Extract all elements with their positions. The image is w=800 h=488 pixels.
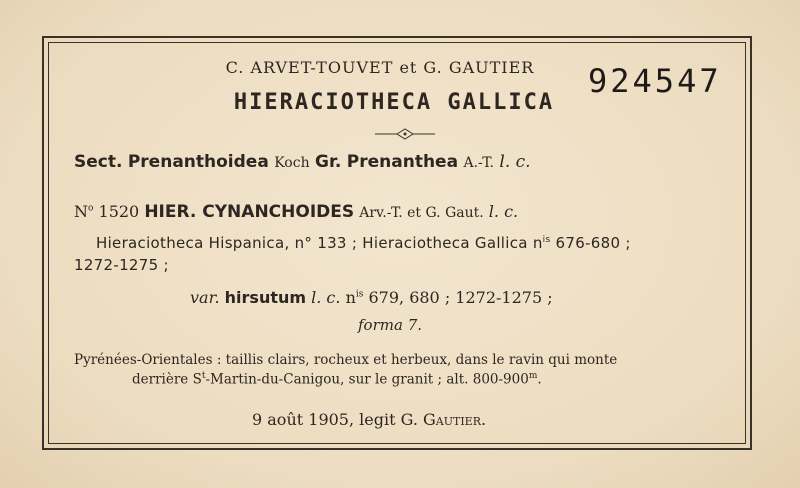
locality-line-2: [132, 372, 542, 387]
ornament-divider: [375, 128, 435, 140]
variety-n-sup: is: [355, 289, 364, 300]
section-prefix: Sect.: [74, 152, 123, 172]
variety-line: [190, 290, 553, 306]
variety-loc-cit: l. c.: [311, 288, 341, 307]
variety-refs: 679, 680 ; 1272-1275 ;: [363, 288, 553, 307]
species-number-prefix: N: [74, 202, 88, 221]
species-number-sup: o: [88, 203, 94, 214]
collection-title: HIERACIOTHECA GALLICA: [233, 90, 555, 115]
references-line-1: [96, 236, 631, 251]
authors-line: C. ARVET-TOUVET et G. GAUTIER: [225, 58, 535, 77]
references-text-1: Hieraciotheca Hispanica, n° 133 ; Hieraciotheca Gallica n: [96, 234, 543, 252]
group-author: A.-T.: [463, 155, 494, 171]
references-sup: is: [542, 235, 551, 245]
locality-sup-1: t: [201, 371, 206, 381]
collection-date-line: [252, 412, 486, 428]
locality-line-1: Pyrénées-Orientales : taillis clairs, rocheux et herbeux, dans le ravin qui monte: [74, 352, 618, 368]
species-line: [74, 204, 518, 221]
locality-text-b: -Martin-du-Canigou, sur le granit ; alt. 800-900: [205, 371, 529, 388]
forma-line: forma 7.: [358, 316, 422, 334]
locality-sup-2: m: [528, 371, 538, 381]
locality-text-c: .: [537, 371, 542, 388]
specimen-number: 924547: [588, 62, 722, 100]
section-line: [74, 154, 531, 171]
locality-text-a: derrière S: [132, 371, 202, 388]
species-name: HIER. CYNANCHOIDES: [144, 202, 355, 222]
references-line-2: 1272-1275 ;: [74, 256, 169, 274]
references-text-1-end: 676-680 ;: [550, 234, 631, 252]
group-prefix: Gr.: [315, 152, 342, 172]
variety-prefix: var.: [190, 288, 220, 307]
collector-name: Gautier.: [423, 410, 487, 429]
variety-n: n: [345, 288, 356, 307]
section-author: Koch: [274, 155, 310, 171]
species-author: Arv.-T. et G. Gaut.: [359, 205, 484, 221]
species-loc-cit: l. c.: [488, 202, 519, 221]
species-number: 1520: [98, 202, 140, 221]
variety-name: hirsutum: [224, 288, 307, 307]
section-name: Prenanthoidea: [127, 152, 269, 172]
collection-date: 9 août 1905, legit G.: [252, 410, 418, 429]
group-name: Prenanthea: [346, 152, 459, 172]
section-loc-cit: l. c.: [499, 152, 531, 172]
